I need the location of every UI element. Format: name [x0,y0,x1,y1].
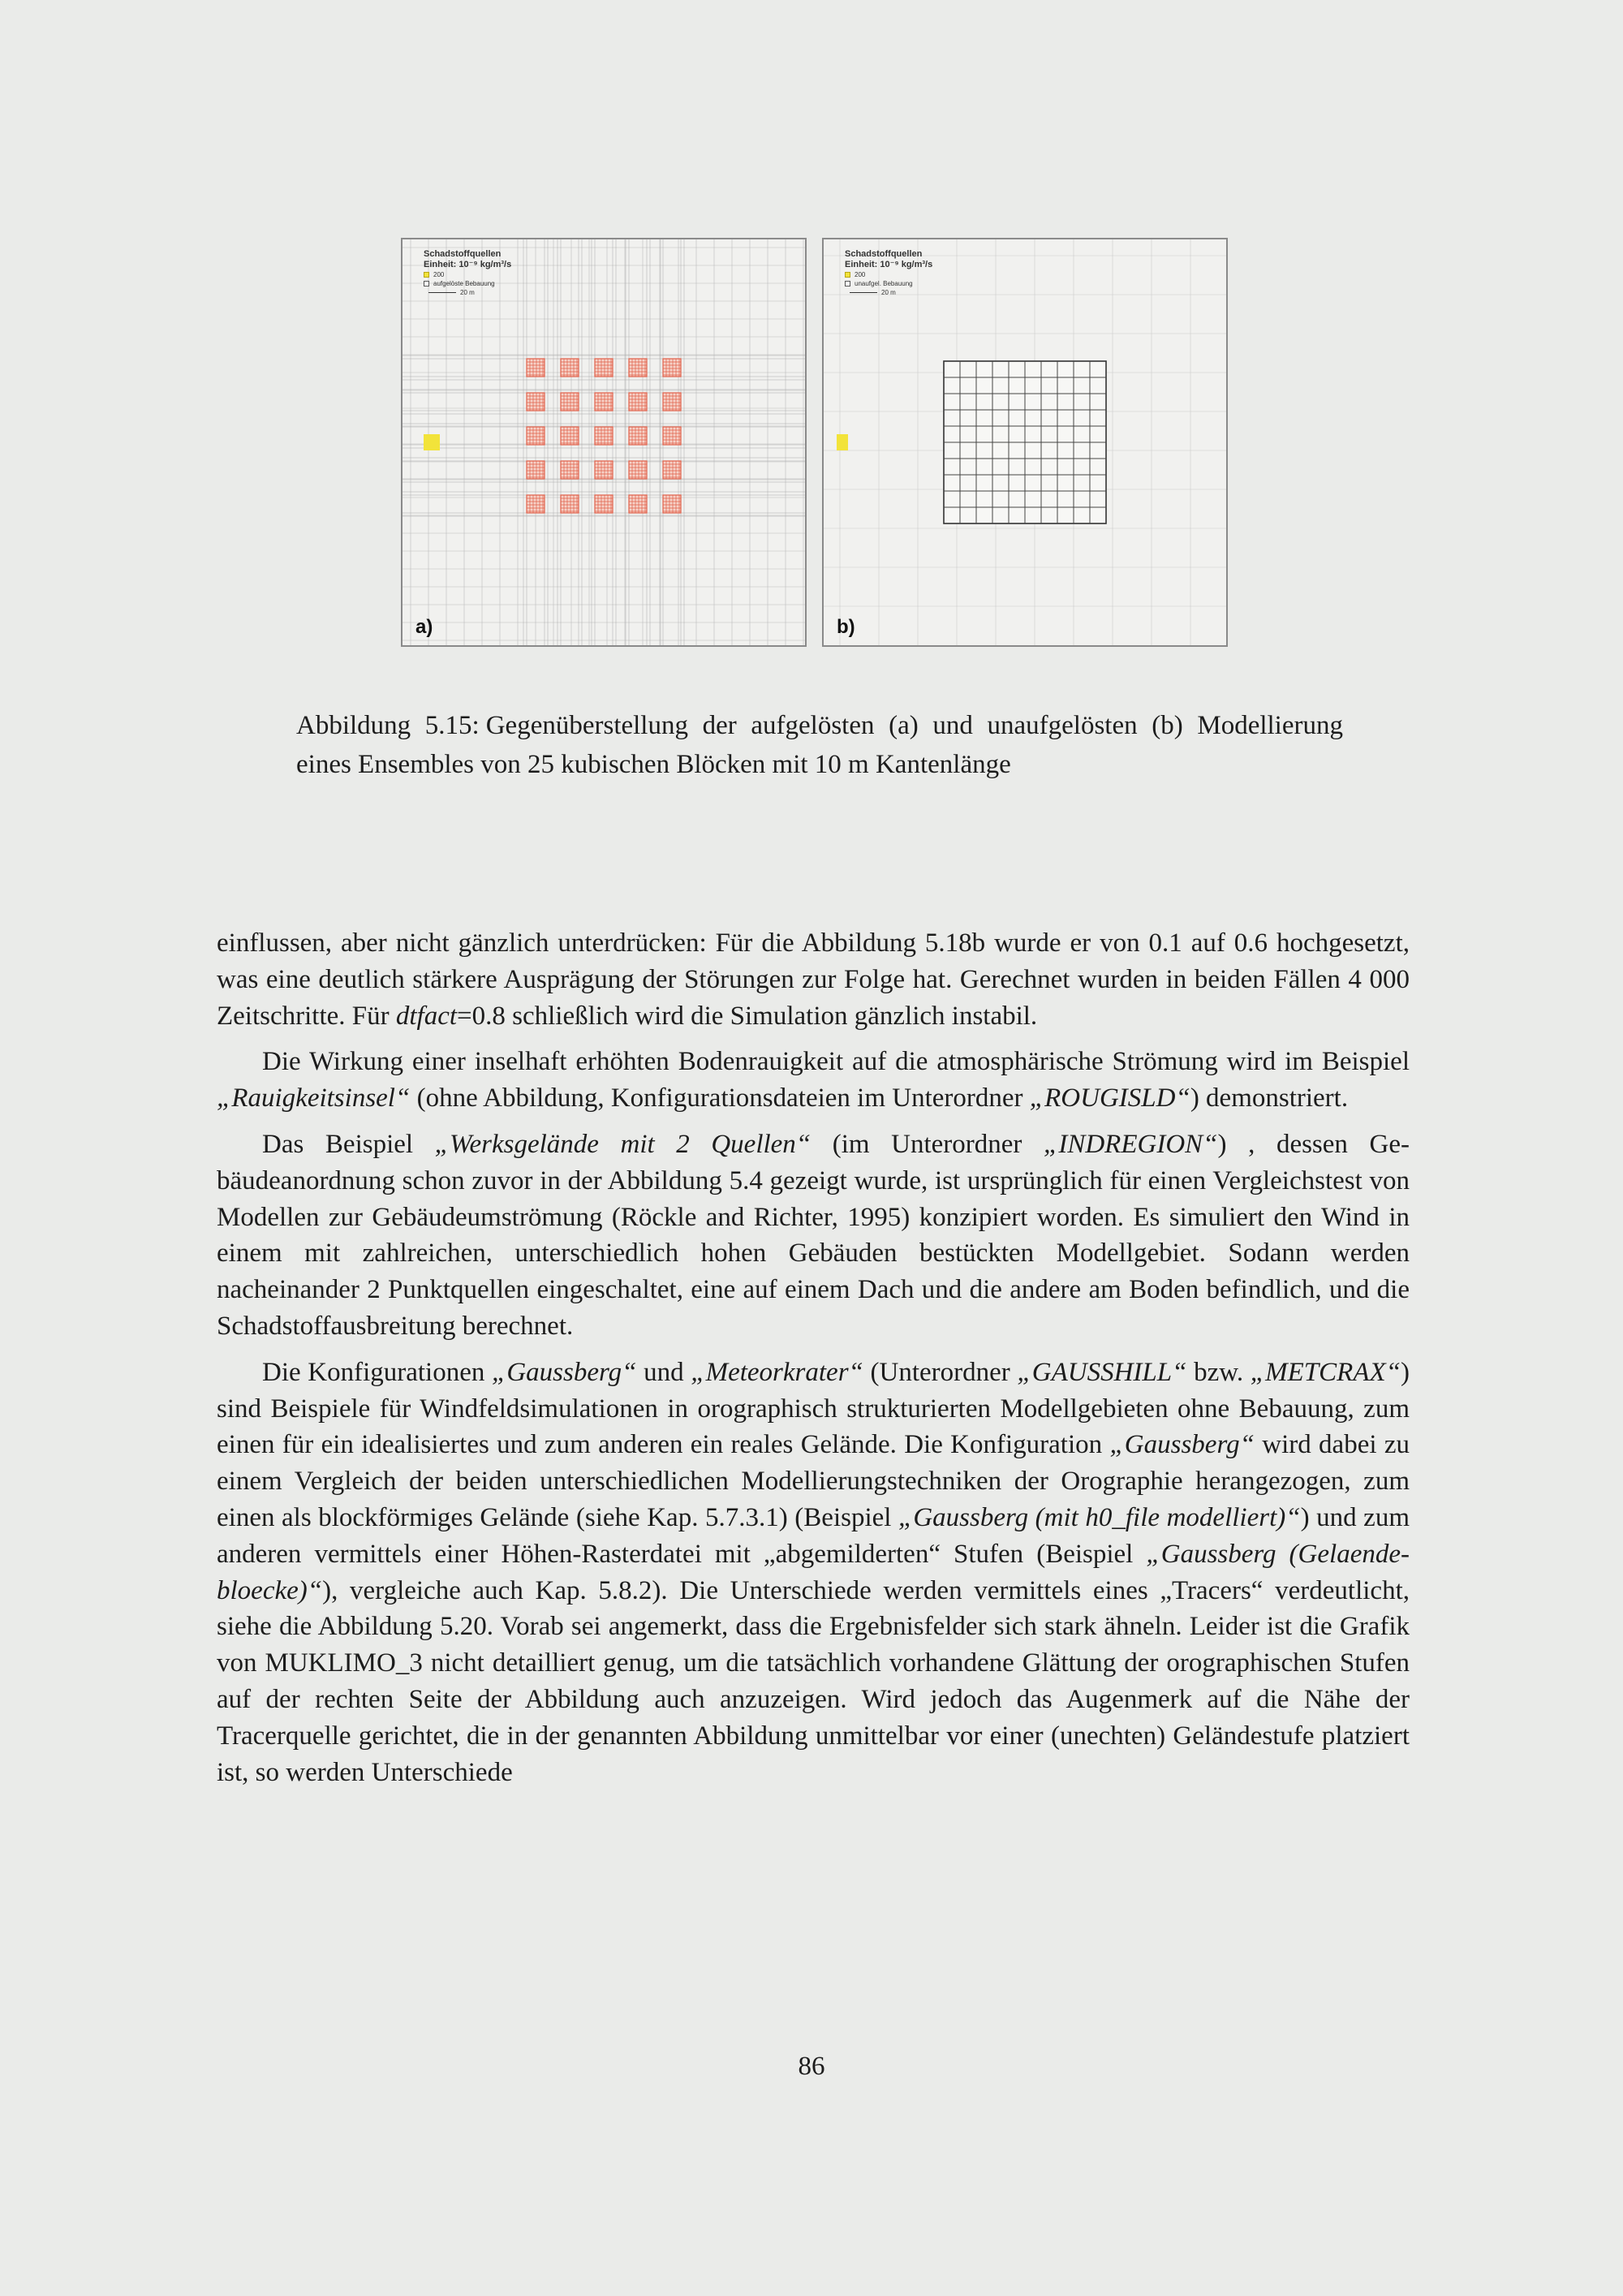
legend-scale-row [424,288,511,297]
paragraph-3 [217,1126,1410,1345]
legend-title: Schadstoffquellen [424,249,502,259]
pollutant-source [424,434,440,450]
text-run: wird dabei zu einem Vergleich der beiden unterschiedlichen Modellierungstechniken der Orographie herangezogen, zum einen als blockförmiges Gelände (siehe Kap. 5.7.3.1) (Beispiel [217,1430,1410,1532]
resolved-block [629,359,647,377]
legend-source-row [845,270,932,279]
italic-run: „Gaussberg (Gelaendebloecke)“ [217,1539,1410,1605]
italic-run: „Gaussberg (mit h0_file modelliert)“ [898,1502,1301,1532]
body-text [217,925,1410,1800]
paragraph-4 [217,1355,1410,1791]
source-swatch [845,272,850,278]
text-run: (ohne Abbildung, Konfigurationsdateien im Unterordner [410,1083,1030,1114]
legend-scale-label: 20 m [460,289,475,296]
panel-a-legend [424,249,511,297]
italic-run: „GAUSSHILL“ [1017,1357,1187,1387]
resolved-block [527,427,545,445]
italic-run: „Gaussberg“ [492,1357,637,1387]
resolved-block [663,427,681,445]
text-run: =0.8 schließlich wird die Simulation gänzlich instabil. [457,1001,1038,1031]
resolved-block [629,461,647,479]
building-swatch [845,281,850,286]
italic-run: „Gaussberg“ [1109,1430,1255,1460]
text-run: ) und zum anderen vermittels einer Höhen-Rasterdatei mit „abgemilderten“ Stufen (Beispiel [217,1502,1410,1569]
panel-b-legend [845,249,932,297]
panel-a-label: a) [415,616,433,638]
legend-buildings-row [424,279,511,288]
text-run: bzw. [1186,1357,1251,1387]
resolved-block [663,359,681,377]
text-run: einflussen, aber nicht gänzlich unterdrücken: Für die Abbildung 5.18b wurde er von 0.1 auf 0.6 hochgesetzt, was eine deutlich stärkere Ausprägung der Störungen zur Folge hat. Gerechnet wurden in beiden Fällen 4 000 Zeitschritte. Für [217,928,1410,1031]
legend-unit: Einheit: 10⁻⁹ kg/m³/s [845,260,933,269]
caption-text: Gegenüberstellung der aufgelösten (a) und unaufgelösten (b) Modellierung eines Ensembles von 25 kubischen Blöcken mit 10 m Kantenlänge [296,711,1343,779]
resolved-block [629,427,647,445]
text-run: (Unterordner [863,1357,1018,1387]
resolved-block [561,393,579,411]
resolved-block [595,495,613,513]
resolved-block [527,495,545,513]
legend-source-value: 200 [855,271,866,278]
text-run: ), vergleiche auch Kap. 5.8.2). Die Unterschiede werden vermittels eines „Tracers“ verdeutlicht, siehe die Abbildung 5.20. Vorab sei angemerkt, dass die Ergebnisfelder sich stark ähneln. Leider ist die Grafik von MUKLIMO_3 nicht detailliert genug, um die tatsächlich vorhandene Glättung der orographischen Stufen auf der rechten Seite der Abbildung auch anzuzeigen. Wird jedoch das Augenmerk auf die Nähe der Tracerquelle gerichtet, die in der genannten Abbildung unmittelbar vor einer (unechten) Geländestufe platziert ist, so werden Unterschiede [217,1575,1410,1787]
text-run: ) , dessen Gebäudeanordnung schon zuvor in der Abbildung 5.4 gezeigt wurde, ist ursprünglich für einen Vergleichstest von Modellen zur Gebäudeumströmung (Röckle and Richter, 1995) konzipiert worden. Es simuliert den Wind in einem mit zahlreichen, unterschiedlich hohen Gebäuden bestückten Modellgebiet. Sodann werden nacheinander 2 Punktquellen eingeschaltet, eine auf einem Dach und die andere am Boden befindlich, und die Schadstoffausbreitung berechnet. [217,1129,1410,1341]
resolved-block [595,393,613,411]
paragraph-2 [217,1044,1410,1117]
legend-source-row [424,270,511,279]
source-swatch [424,272,429,278]
text-run: ) demonstriert. [1190,1083,1349,1114]
figure-caption [296,706,1343,784]
scale-bar [428,292,456,293]
resolved-block [595,359,613,377]
italic-run: „Werksgelände mit 2 Quellen“ [434,1129,812,1159]
resolved-block [663,393,681,411]
panel-b-plot [824,239,1226,645]
italic-run: „Meteorkrater“ [691,1357,863,1387]
resolved-block [527,393,545,411]
caption-label: Abbildung 5.15: [296,711,480,740]
scale-bar [850,292,877,293]
text-run: Das Beispiel [262,1129,435,1159]
legend-scale-label: 20 m [881,289,896,296]
text-run: und [636,1357,691,1387]
italic-run: „ROUGISLD“ [1029,1083,1190,1114]
resolved-block [595,461,613,479]
legend-buildings-row [845,279,932,288]
paragraph-1 [217,925,1410,1034]
resolved-block [527,359,545,377]
italic-run: „METCRAX“ [1250,1357,1401,1387]
resolved-block [527,461,545,479]
italic-run: „Rauigkeitsinsel“ [217,1083,411,1114]
figure-panel-a [401,238,807,647]
resolved-block [663,461,681,479]
resolved-block [629,393,647,411]
text-run: ) sind Beispiele für Windfeldsimulationen in orographisch strukturierten Modellgebieten ohne Bebauung, zum einen für ein idealisiertes und zum anderen ein reales Gelände. Die Konfiguration [217,1357,1410,1460]
figure-panel-b [822,238,1228,647]
resolved-block [561,495,579,513]
legend-source-value: 200 [433,271,445,278]
resolved-block [629,495,647,513]
building-swatch [424,281,429,286]
page-number: 86 [798,2052,825,2081]
legend-title: Schadstoffquellen [845,249,923,259]
italic-run: dtfact [395,1001,458,1031]
resolved-block [561,359,579,377]
text-run: Die Konfigurationen [262,1357,492,1387]
panel-b-label: b) [837,616,855,638]
resolved-block [663,495,681,513]
italic-run: „INDREGION“ [1044,1129,1218,1159]
text-run: Die Wirkung einer inselhaft erhöhten Bodenrauigkeit auf die atmosphärische Strömung wird im Beispiel [262,1047,1410,1077]
panel-a-plot [403,239,805,645]
pollutant-source [837,434,848,450]
legend-scale-row [845,288,932,297]
text-run: (im Unterordner [811,1129,1044,1159]
legend-buildings-label: unaufgel. Bebauung [855,280,913,287]
resolved-block [561,461,579,479]
resolved-block [561,427,579,445]
legend-buildings-label: aufgelöste Bebauung [433,280,495,287]
resolved-block [595,427,613,445]
legend-unit: Einheit: 10⁻⁹ kg/m³/s [424,260,512,269]
